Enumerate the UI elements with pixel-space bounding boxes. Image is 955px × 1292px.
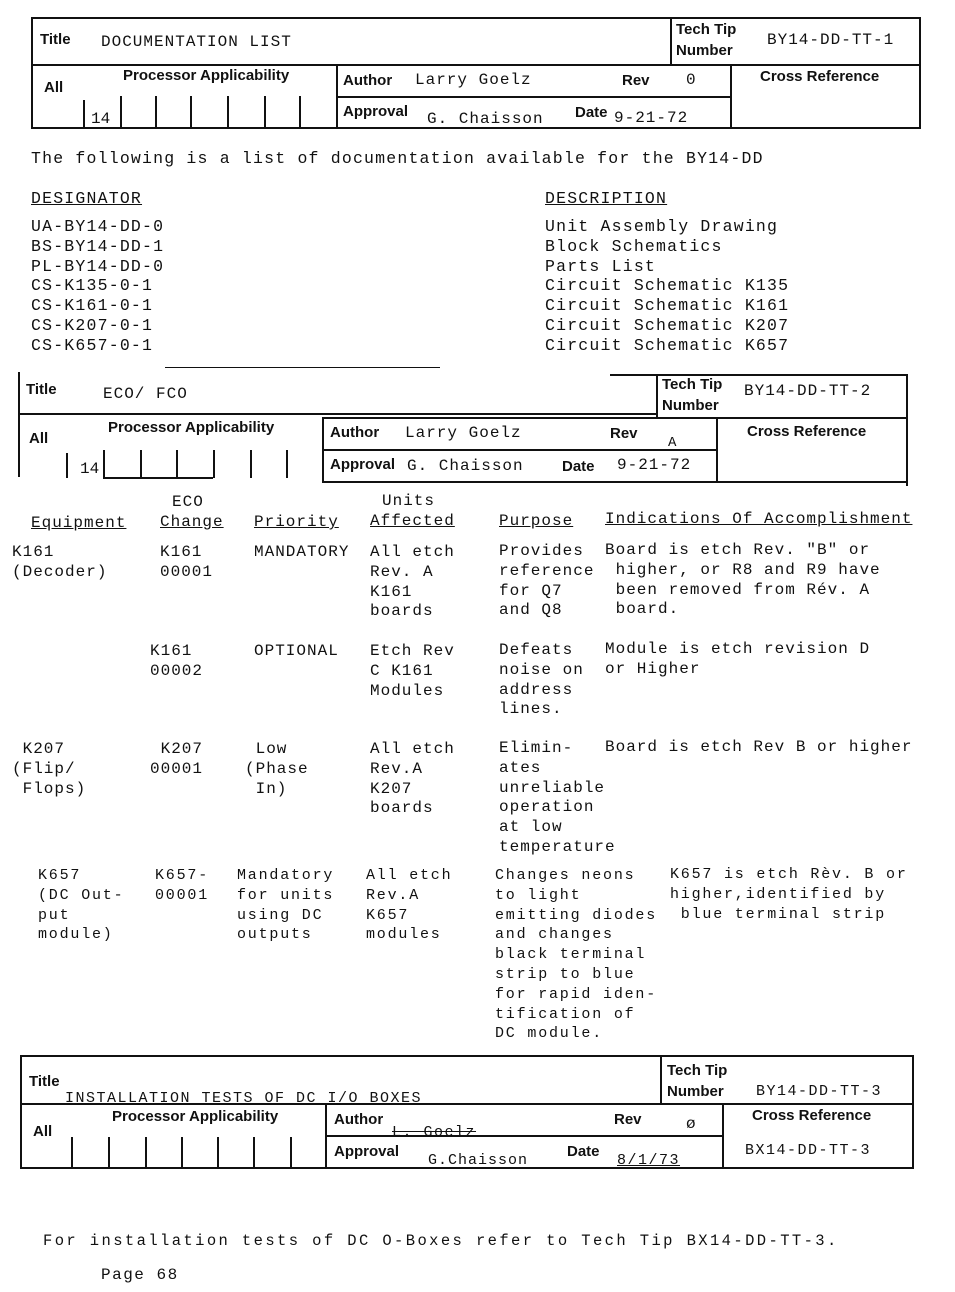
divider — [325, 1135, 722, 1137]
description-cell: Unit Assembly Drawing — [545, 217, 779, 236]
change-cell: K207 00001 — [150, 740, 204, 778]
eco-header-top: ECO — [172, 493, 204, 511]
divider — [66, 453, 68, 478]
purpose-cell: Changes neons to light emitting diodes and changes black terminal strip to blue for rapid iden- tification of DC module. — [495, 867, 658, 1043]
rev-value: 0 — [686, 71, 696, 89]
divider — [299, 96, 301, 129]
equipment-header: Equipment — [31, 514, 127, 532]
divider — [322, 481, 908, 483]
description-cell: Circuit Schematic K657 — [545, 336, 790, 355]
all-label: All — [44, 79, 64, 96]
divider — [716, 417, 718, 483]
tech-tip-label: Tech Tip — [667, 1062, 728, 1079]
cross-reference-label: Cross Reference — [747, 423, 867, 440]
divider — [660, 1055, 662, 1105]
date-value: 9-21-72 — [614, 109, 689, 127]
rev-label: Rev — [622, 72, 650, 89]
change-cell: K161 00001 — [160, 543, 214, 581]
cross-reference-label: Cross Reference — [760, 68, 880, 85]
eco-change-header: Change — [160, 513, 224, 531]
change-cell: K657- 00001 — [155, 867, 210, 904]
date-label: Date — [567, 1143, 600, 1160]
description-cell: Parts List — [545, 257, 657, 276]
designator-cell: BS-BY14-DD-1 — [31, 237, 165, 256]
equipment-cell: K207 (Flip/ Flops) — [12, 740, 87, 798]
divider — [103, 450, 105, 478]
divider — [31, 64, 921, 66]
units-cell: All etch Rev.A K657 modules — [366, 867, 453, 944]
divider — [264, 96, 266, 129]
divider — [181, 1137, 183, 1169]
divider — [322, 449, 718, 451]
number-label: Number — [676, 42, 733, 59]
priority-cell: Mandatory for units using DC outputs — [237, 867, 335, 944]
divider — [145, 1137, 147, 1169]
footer-note: For installation tests of DC O-Boxes refer to Tech Tip BX14-DD-TT-3. — [43, 1232, 839, 1250]
tech-tip-label: Tech Tip — [676, 21, 737, 38]
cross-reference-value: BX14-DD-TT-3 — [745, 1142, 872, 1159]
divider — [120, 96, 122, 129]
purpose-cell: Provides reference for Q7 and Q8 — [499, 542, 595, 620]
divider — [155, 96, 157, 129]
designator-cell: UA-BY14-DD-0 — [31, 217, 165, 236]
divider — [286, 450, 288, 478]
date-label: Date — [575, 104, 608, 121]
author-label: Author — [334, 1111, 384, 1128]
divider — [165, 367, 440, 368]
indications-cell: Board is etch Rev. "B" or higher, or R8 and R9 have been removed from Rév. A board. — [605, 541, 881, 619]
divider — [322, 417, 908, 419]
designator-cell: CS-K657-0-1 — [31, 336, 154, 355]
change-cell: K161 00002 — [150, 642, 204, 680]
purpose-header: Purpose — [499, 512, 574, 530]
author-label: Author — [343, 72, 393, 89]
units-cell: Etch Rev C K161 Modules — [370, 642, 455, 700]
processor-value: 14 — [91, 110, 111, 128]
approval-label: Approval — [330, 456, 396, 473]
divider — [227, 96, 229, 129]
number-label: Number — [662, 397, 719, 414]
title-value: DOCUMENTATION LIST — [101, 33, 292, 51]
author-value: Larry Goelz — [415, 71, 532, 89]
author-label: Author — [330, 424, 380, 441]
divider — [83, 100, 85, 129]
processor-applicability-label: Processor Applicability — [123, 67, 290, 84]
tech-tip-number: BY14-DD-TT-1 — [767, 31, 895, 49]
divider — [656, 374, 658, 419]
processor-applicability-label: Processor Applicability — [108, 419, 275, 436]
title-label: Title — [40, 31, 71, 48]
divider — [722, 1103, 724, 1169]
divider — [176, 450, 178, 478]
indications-cell: K657 is etch Rèv. B or higher,identified by blue terminal strip — [670, 866, 908, 923]
priority-header: Priority — [254, 513, 339, 531]
processor-value: 14 — [80, 460, 100, 478]
page-number: Page 68 — [101, 1266, 179, 1284]
equipment-cell: K657 (DC Out- put module) — [38, 867, 125, 944]
intro-text: The following is a list of documentation available for the BY14-DD — [31, 149, 764, 168]
divider — [190, 96, 192, 129]
divider — [18, 372, 20, 477]
date-label: Date — [562, 458, 595, 475]
title-value: ECO/ FCO — [103, 385, 188, 403]
approval-value: G. Chaisson — [407, 457, 524, 475]
divider — [336, 96, 732, 98]
all-label: All — [29, 430, 49, 447]
purpose-cell: Defeats noise on address lines. — [499, 641, 584, 719]
author-value: Larry Goelz — [405, 424, 522, 442]
designator-cell: CS-K161-0-1 — [31, 296, 154, 315]
cross-reference-label: Cross Reference — [752, 1107, 872, 1124]
rev-label: Rev — [610, 425, 638, 442]
indications-cell: Module is etch revision D or Higher — [605, 640, 871, 678]
priority-cell: Low (Phase In) — [245, 740, 309, 798]
description-cell: Circuit Schematic K135 — [545, 276, 790, 295]
date-value: 9-21-72 — [617, 456, 692, 474]
tech-tip-number: BY14-DD-TT-3 — [756, 1083, 883, 1100]
divider — [250, 450, 252, 478]
indications-cell: Board is etch Rev B or higher — [605, 738, 913, 756]
date-value: 8/1/73 — [617, 1152, 681, 1169]
units-header-top: Units — [382, 492, 436, 510]
all-label: All — [33, 1123, 53, 1140]
units-affected-header: Affected — [370, 512, 455, 530]
divider — [906, 374, 908, 486]
title-label: Title — [29, 1073, 60, 1090]
rev-label: Rev — [614, 1111, 642, 1128]
divider — [217, 1137, 219, 1169]
divider — [670, 17, 672, 66]
priority-cell: MANDATORY — [254, 543, 350, 561]
number-label: Number — [667, 1083, 724, 1100]
divider — [610, 374, 908, 376]
author-value: L. Goelz — [392, 1124, 477, 1141]
divider — [140, 450, 142, 478]
indications-header: Indications Of Accomplishment — [605, 510, 913, 528]
rev-value: ø — [686, 1115, 696, 1133]
equipment-cell: K161 (Decoder) — [12, 543, 108, 581]
designator-cell: CS-K207-0-1 — [31, 316, 154, 335]
tech-tip-label: Tech Tip — [662, 376, 723, 393]
approval-label: Approval — [334, 1143, 400, 1160]
processor-applicability-label: Processor Applicability — [112, 1108, 279, 1125]
divider — [290, 1137, 292, 1169]
approval-label: Approval — [343, 103, 409, 120]
approval-value: G. Chaisson — [427, 110, 544, 128]
description-cell: Circuit Schematic K207 — [545, 316, 790, 335]
designator-cell: PL-BY14-DD-0 — [31, 257, 165, 276]
purpose-cell: Elimin- ates unreliable operation at low temperature — [499, 739, 616, 856]
designator-header: DESIGNATOR — [31, 189, 143, 208]
divider — [213, 450, 215, 478]
units-cell: All etch Rev. A K161 boards — [370, 543, 455, 621]
divider — [103, 477, 213, 479]
title-label: Title — [26, 381, 57, 398]
description-cell: Circuit Schematic K161 — [545, 296, 790, 315]
priority-cell: OPTIONAL — [254, 642, 339, 660]
title-value: INSTALLATION TESTS OF DC I/O BOXES — [65, 1090, 423, 1107]
description-cell: Block Schematics — [545, 237, 723, 256]
units-cell: All etch Rev.A K207 boards — [370, 740, 455, 818]
description-header: DESCRIPTION — [545, 189, 668, 208]
divider — [253, 1137, 255, 1169]
designator-cell: CS-K135-0-1 — [31, 276, 154, 295]
rev-value: A — [668, 435, 677, 451]
approval-value: G.Chaisson — [428, 1152, 529, 1169]
divider — [108, 1137, 110, 1169]
tech-tip-number: BY14-DD-TT-2 — [744, 382, 872, 400]
divider — [18, 413, 658, 415]
divider — [71, 1137, 73, 1169]
